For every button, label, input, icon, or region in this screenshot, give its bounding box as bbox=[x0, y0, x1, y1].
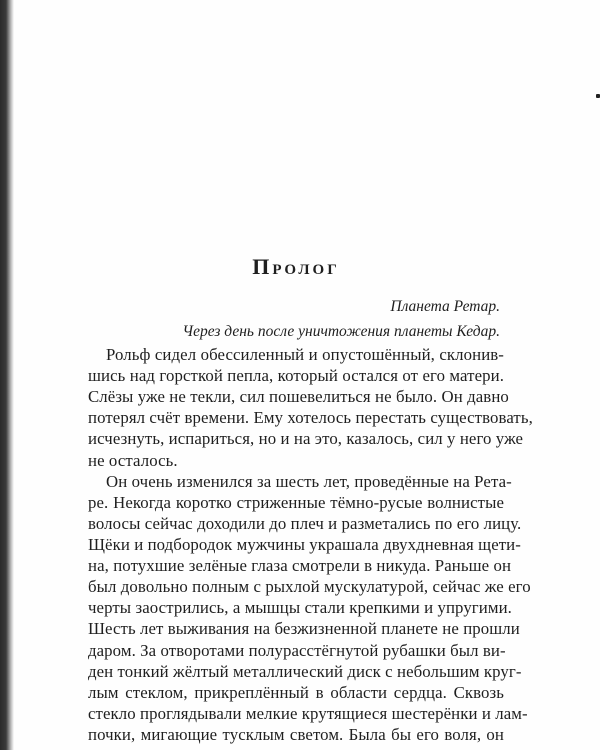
paragraph-line: Шесть лет выживания на безжизненной планете не прошли bbox=[88, 619, 520, 639]
epigraph-time: Через день после уничтожения планеты Кедар. bbox=[182, 323, 500, 340]
paragraph-line: на, потухшие зелёные глаза смотрели в никуда. Раньше он bbox=[88, 556, 512, 576]
paragraph-line: Он очень изменился за шесть лет, проведённые на Рета- bbox=[106, 471, 512, 491]
paragraph-line: исчезнуть, испариться, но и на это, казалось, сил у него уже bbox=[88, 429, 524, 449]
chapter-title: Пролог bbox=[252, 254, 340, 279]
page-gutter-shadow bbox=[0, 0, 14, 750]
paragraph-line: ре. Некогда коротко стриженные тёмно-русые волнистые bbox=[88, 492, 504, 512]
paragraph-line: потерял счёт времени. Ему хотелось перестать существовать, bbox=[88, 408, 533, 428]
scan-speck bbox=[596, 94, 600, 98]
paragraph-line: черты заострились, а мышцы стали крепкими и упругими. bbox=[88, 598, 512, 618]
paragraph-line: шись над горсткой пепла, который остался от его матери. bbox=[88, 366, 504, 386]
paragraph-line: волосы сейчас доходили до плеч и разметались по его лицу. bbox=[88, 513, 522, 533]
paragraph-line: лым стеклом, прикреплённый в области сердца. Сквозь bbox=[88, 682, 504, 702]
paragraph-line: даром. За отворотами полурасстёгнутой рубашки был ви- bbox=[88, 640, 506, 660]
paragraph-line: Щёки и подбородок мужчины украшала двухдневная щети- bbox=[88, 535, 521, 554]
paragraph-line: Рольф сидел обессиленный и опустошённый, склонив- bbox=[106, 345, 504, 364]
paragraph-line: почки, мигающие тусклым светом. Была бы его воля, он bbox=[88, 725, 504, 744]
paragraph-line: не осталось. bbox=[88, 450, 178, 470]
paragraph-line: был довольно полным с рыхлой мускулатурой, сейчас же его bbox=[88, 577, 531, 597]
epigraph-location: Планета Ретар. bbox=[390, 298, 500, 315]
paragraph-line: Слёзы уже не текли, сил пошевелиться не было. Он давно bbox=[88, 387, 509, 407]
paragraph-line: стекло проглядывали мелкие крутящиеся шестерёнки и лам- bbox=[88, 703, 528, 723]
paragraph-line: ден тонкий жёлтый металлический диск с небольшим круг- bbox=[88, 661, 522, 681]
